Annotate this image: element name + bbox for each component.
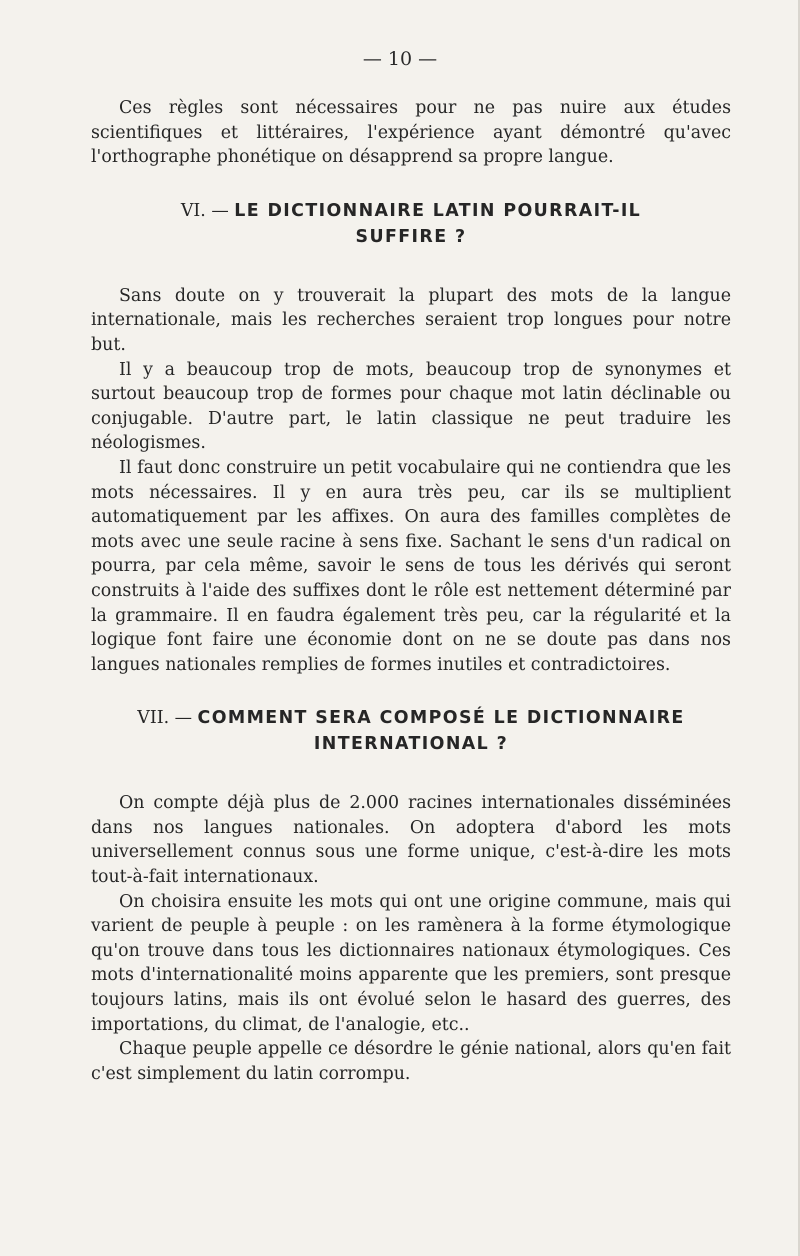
section-7-number: VII. — bbox=[137, 708, 198, 729]
section-7-paragraph-3: Chaque peuple appelle ce désordre le génie national, alors qu'en fait c'est simplement du latin corrompu. bbox=[91, 1039, 731, 1084]
section-6-number: VI. — bbox=[180, 200, 235, 221]
section-6-paragraph-3: Il faut donc construire un petit vocabulaire qui ne contiendra que les mots nécessaires. Il y en aura très peu, car ils se multiplient automatiquement par les affixes. On aura des familles complètes de mots avec une seule racine à sens fixe. Sachant le sens d'un radical on pourra, par cela même, savoir le sens de tous les dérivés qui seront construits à l'aide des suffixes dont le rôle est nettement déterminé par la grammaire. Il en faudra également très peu, car la régularité et la logique font faire une économie dont on ne se doute pas dans nos langues nationales remplies de formes inutiles et contradictoires. bbox=[91, 457, 731, 675]
section-7-heading bbox=[91, 705, 731, 757]
section-6-heading bbox=[91, 198, 731, 250]
section-7-title-line-1: COMMENT SERA COMPOSÉ LE DICTIONNAIRE bbox=[197, 708, 685, 729]
intro-paragraph: Ces règles sont nécessaires pour ne pas nuire aux études scientifiques et littéraires, l'expérience ayant démontré qu'avec l'orthographe phonétique on désapprend sa propre langue. bbox=[91, 98, 731, 168]
section-7-paragraph-2: On choisira ensuite les mots qui ont une origine commune, mais qui varient de peuple à peuple : on les ramènera à la forme étymologique qu'on trouve dans tous les dictionnaires nationaux étymologiques. Ces mots d'internationalité moins apparente que les premiers, sont presque toujours latins, mais ils ont évolué selon le hasard des guerres, des importations, du climat, de l'analogie, etc.. bbox=[91, 891, 731, 1035]
section-7-title-line-2: INTERNATIONAL ? bbox=[313, 734, 509, 755]
section-6-paragraph-1: Sans doute on y trouverait la plupart des mots de la langue internationale, mais les recherches seraient trop longues pour notre but. bbox=[91, 285, 731, 355]
section-6-title-line-2: SUFFIRE ? bbox=[355, 226, 467, 247]
section-7-paragraph-1: On compte déjà plus de 2.000 racines internationales disséminées dans nos langues nationales. On adoptera d'abord les mots universellement connus sous une forme unique, c'est-à-dire les mots tout-à-fait internationaux. bbox=[91, 793, 731, 888]
section-6-title-line-1: LE DICTIONNAIRE LATIN POURRAIT-IL bbox=[234, 200, 642, 221]
page-number: — 10 — bbox=[362, 48, 438, 70]
section-6-paragraph-2: Il y a beaucoup trop de mots, beaucoup trop de synonymes et surtout beaucoup trop de formes pour chaque mot latin déclinable ou conjugable. D'autre part, le latin classique ne peut traduire les néologismes. bbox=[91, 359, 731, 454]
page-body bbox=[91, 96, 731, 1086]
